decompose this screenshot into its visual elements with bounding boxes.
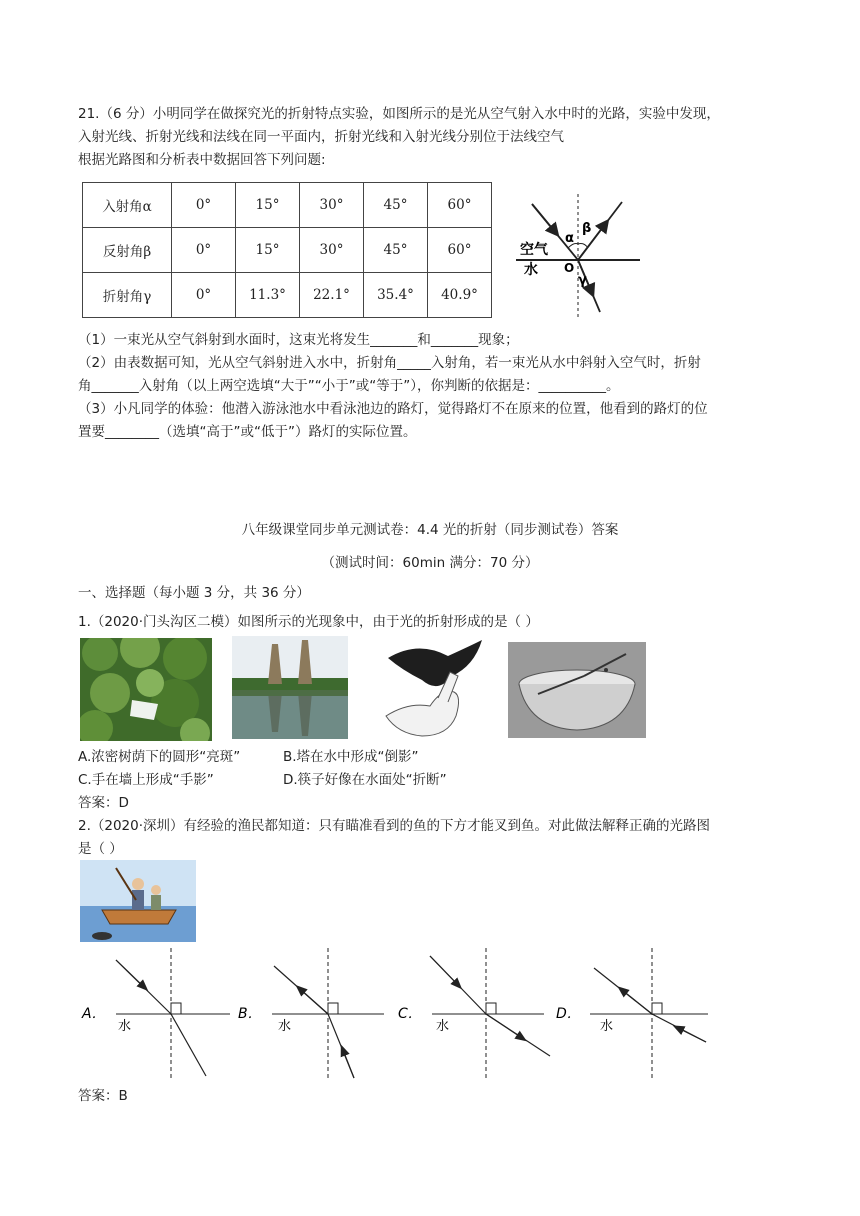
refraction-diagram	[516, 190, 646, 320]
table-cell: 0°	[172, 273, 236, 318]
table-cell: 40.9°	[428, 273, 492, 318]
q21-sub2a: （2）由表数据可知，光从空气斜射进入水中，折射角_____入射角，若一束光从水中斜射入空气时，折射	[78, 355, 701, 371]
q2-ray-diagrams	[78, 948, 718, 1086]
table-cell: 0°	[172, 228, 236, 273]
hand-shadow-photo	[378, 636, 490, 739]
table-cell: 30°	[300, 183, 364, 228]
table-cell: 45°	[364, 228, 428, 273]
section-heading: 一、选择题（每小题 3 分，共 36 分）	[78, 585, 310, 601]
table-row	[83, 273, 492, 318]
diagram-c	[398, 948, 550, 1078]
q1-option-a: A.浓密树荫下的圆形“亮斑”	[78, 749, 241, 765]
q1-option-c: C.手在墙上形成“手影”	[78, 772, 214, 788]
table-cell: 35.4°	[364, 273, 428, 318]
option-c-label: C．	[398, 1006, 422, 1022]
table-cell: 15°	[236, 228, 300, 273]
table-row	[83, 228, 492, 273]
table-cell: 入射角α	[83, 183, 172, 228]
tree-shade-photo	[80, 638, 212, 741]
q21-line2: 入射光线、折射光线和法线在同一平面内，折射光线和入射光线分别位于法线空气	[78, 129, 564, 145]
diagram-b	[238, 948, 384, 1078]
q1-stem: 1.（2020·门头沟区二模）如图所示的光现象中，由于光的折射形成的是（ ）	[78, 614, 539, 630]
q21-sub1: （1）一束光从空气斜射到水面时，这束光将发生_______和_______现象；	[78, 332, 519, 348]
q21-sub3b: 置要________（选填“高于”或“低于”）路灯的实际位置。	[78, 424, 417, 440]
q1-answer: 答案：D	[78, 795, 129, 811]
table-cell: 15°	[236, 183, 300, 228]
table-cell: 11.3°	[236, 273, 300, 318]
table-cell: 30°	[300, 228, 364, 273]
q2-answer: 答案：B	[78, 1088, 128, 1104]
chopsticks-bowl-photo	[508, 642, 646, 738]
q1-option-d: D.筷子好像在水面处“折断”	[283, 772, 447, 788]
table-cell: 0°	[172, 183, 236, 228]
q21-line3: 根据光路图和分析表中数据回答下列问题:	[78, 152, 326, 168]
pagoda-reflection-photo	[232, 636, 348, 739]
table-row	[83, 183, 492, 228]
table-cell: 60°	[428, 228, 492, 273]
q21-sub2b: 角_______入射角（以上两空选填“大于”“小于”或“等于”），你判断的依据是：__________。	[78, 378, 620, 394]
option-d-label: D．	[556, 1006, 581, 1022]
table-cell: 折射角γ	[83, 273, 172, 318]
table-cell: 22.1°	[300, 273, 364, 318]
gamma-label: γ	[578, 273, 587, 288]
table-cell: 60°	[428, 183, 492, 228]
alpha-label: α	[565, 231, 574, 246]
diagram-d	[556, 948, 708, 1078]
q2-stem-line1: 2.（2020·深圳）有经验的渔民都知道：只有瞄准看到的鱼的下方才能叉到鱼。对此做法解释正确的光路图	[78, 818, 711, 834]
answer-title: 八年级课堂同步单元测试卷：4.4 光的折射（同步测试卷）答案	[241, 522, 619, 538]
fisherman-illustration	[80, 860, 196, 942]
option-b-label: B．	[238, 1006, 262, 1022]
water-label-a: 水	[118, 1019, 132, 1034]
water-label-b: 水	[278, 1019, 292, 1034]
table-cell: 45°	[364, 183, 428, 228]
diagram-a	[81, 948, 230, 1078]
q21-sub3a: （3）小凡同学的体验：他潜入游泳池水中看泳池边的路灯，觉得路灯不在原来的位置，他看到的路灯的位	[78, 401, 708, 417]
air-label: 空气	[520, 242, 548, 258]
option-a-label: A．	[82, 1006, 106, 1022]
water-label-d: 水	[600, 1019, 614, 1034]
refraction-data-table	[82, 182, 492, 318]
beta-label: β	[582, 221, 592, 236]
table-cell: 反射角β	[83, 228, 172, 273]
q21-line1: 21.（6 分）小明同学在做探究光的折射特点实验，如图所示的是光从空气射入水中时的光路，实验中发现，	[78, 106, 720, 122]
origin-label: O	[564, 261, 575, 275]
water-label: 水	[524, 262, 538, 278]
answer-meta: （测试时间：60min 满分：70 分）	[321, 555, 539, 571]
water-label-c: 水	[436, 1019, 450, 1034]
q2-stem-line2: 是（ ）	[78, 841, 123, 857]
q1-option-b: B.塔在水中形成“倒影”	[283, 749, 419, 765]
